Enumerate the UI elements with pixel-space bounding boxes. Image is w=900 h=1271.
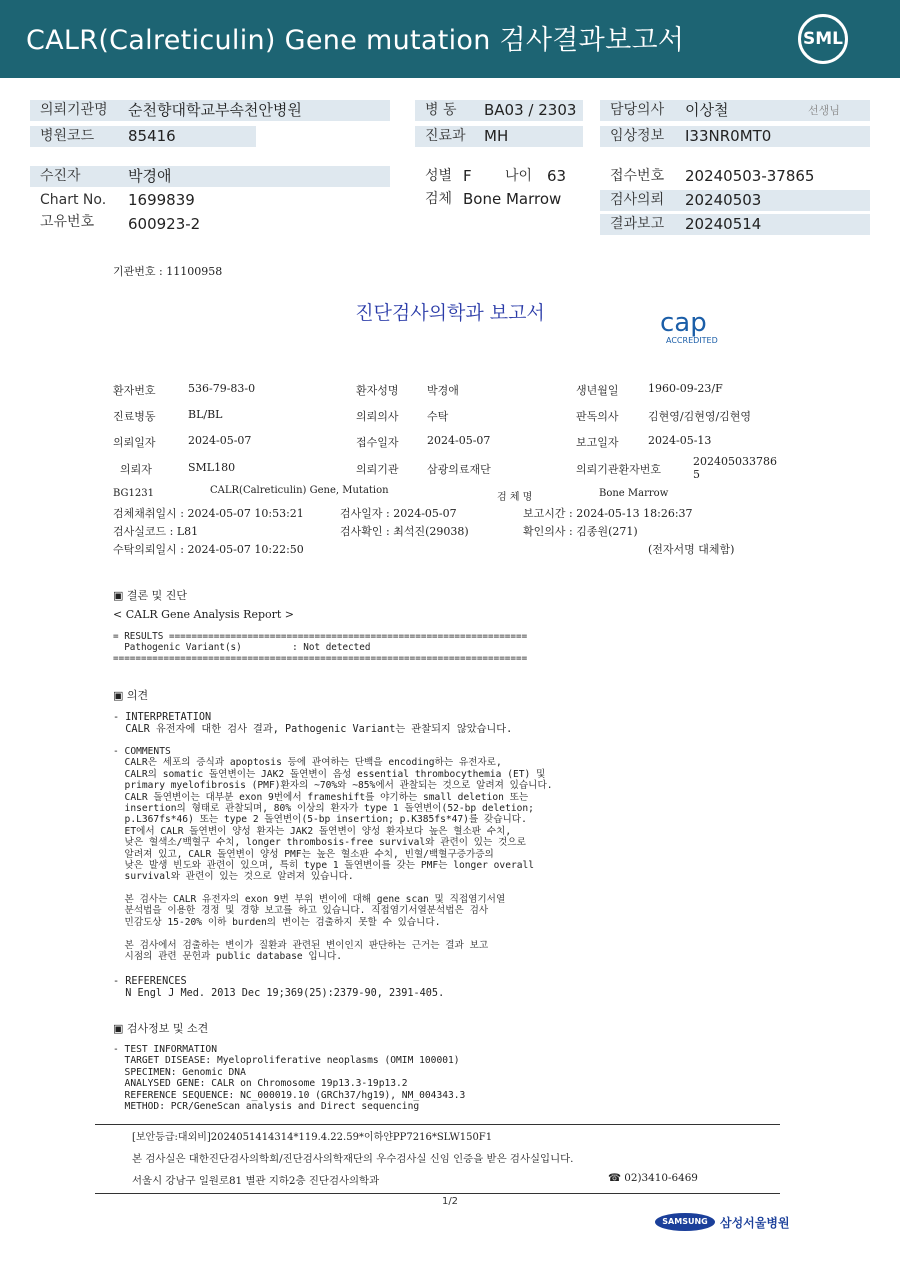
req-doc-key: 의뢰의사 [356,410,399,423]
esign-note: (전자서명 대체함) [648,543,735,556]
ward-key: 진료병동 [113,410,156,423]
interpretation-block: - INTERPRETATION CALR 유전자에 대한 검사 결과, Pathogenic Variant는 관찰되지 않았습니다. [113,712,513,735]
footer-top-line [95,1124,780,1125]
patient-name-val: 박경애 [427,384,459,397]
cap-accredited-text: ACCREDITED [666,336,718,345]
report-header: < CALR Gene Analysis Report > [113,608,295,621]
page-number: 1/2 [441,1196,459,1207]
read-doc-key: 판독의사 [576,410,619,423]
sml-logo: SML [798,14,848,64]
lab-code: 검사실코드 : L81 [113,525,199,538]
read-doc-val: 김현영/김현영/김현영 [648,410,752,423]
patient-no-key: 환자번호 [113,384,156,397]
header-bar [0,0,900,78]
patient-label: 수진자 [40,168,81,184]
req-org-key: 의뢰기관 [356,463,399,476]
exam-date: 검사일자 : 2024-05-07 [340,507,457,520]
cap-accredited-logo [660,310,756,350]
specimen-val: Bone Marrow [599,488,669,499]
req-doc-val: 수탁 [427,410,449,423]
patient-row-bg [30,166,390,187]
dept-label: 진료과 [425,128,466,144]
req-date-val: 2024-05-07 [188,434,252,447]
req-org-pt-key: 의뢰기관환자번호 [576,463,662,476]
test-code: BG1231 [113,488,154,499]
section-opinion: ▣ 의견 [113,689,149,702]
requester-val: SML180 [188,461,236,474]
uid-label: 고유번호 [40,214,95,230]
doc-title: 진단검사의학과 보고서 [355,302,545,324]
institution-label: 의뢰기관명 [40,102,108,118]
results-block: = RESULTS ================================================================ Pathogenic Variant(s) : Not detected ========================================================================== [113,631,528,664]
hospital-code-value: 85416 [128,127,176,145]
ward-val: BL/BL [188,408,223,421]
collect-time: 검체채취일시 : 2024-05-07 10:53:21 [113,507,304,520]
phone-line: ☎ 02)3410-6469 [608,1172,698,1184]
req-date-key: 의뢰일자 [113,436,156,449]
age-label: 나이 [505,168,533,184]
result-value: 20240514 [685,215,762,233]
specimen-value: Bone Marrow [463,190,562,208]
specimen-key: 검 체 명 [497,492,533,503]
report-time: 보고시간 : 2024-05-13 18:26:37 [523,507,693,520]
hospital-code-label: 병원코드 [40,128,95,144]
request-value: 20240503 [685,191,762,209]
address-line: 서울시 강남구 일원로81 별관 지하2층 진단검사의학과 [132,1175,380,1187]
exam-confirm: 검사확인 : 최석진(29038) [340,525,469,538]
basis-paragraph: 본 검사에서 검출하는 변이가 질환과 관련된 변이인지 판단하는 근거는 결과 보고 시점의 관련 문헌과 public database 입니다. [124,940,489,963]
dept-value: MH [484,127,509,145]
test-name: CALR(Calreticulin) Gene, Mutation [210,485,389,496]
patient-name-key: 환자성명 [356,384,399,397]
req-org-pt-val-b: 5 [693,468,700,481]
doctor-label: 담당의사 [610,102,665,118]
requester-key: 의뢰자 [120,463,152,476]
certification-line: 본 검사실은 대한진단검사의학회/진단검사의학재단의 우수검사실 신임 인증을 받은 검사실입니다. [132,1153,574,1165]
receipt-value: 20240503-37865 [685,167,815,185]
chart-no-value: 1699839 [128,191,195,209]
req-org-val: 삼광의료재단 [427,463,491,476]
dob-val: 1960-09-23/F [648,382,723,395]
section-conclusion: ▣ 결론 및 진단 [113,589,188,602]
patient-no-val: 536-79-83-0 [188,382,256,395]
institution-value: 순천향대학교부속천안병원 [128,101,302,119]
scope-paragraph: 본 검사는 CALR 유전자의 exon 9번 부위 변이에 대해 gene scan 및 직접염기서열 분석법을 이용한 경정 및 경향 보고를 하고 있습니다. 직접염기서열분석법은 검사 민감도상 15-20% 이하 burden의 변이는 검출하지 못할 수 있습니다. [124,894,506,928]
patient-value: 박경애 [128,167,172,185]
uid-value: 600923-2 [128,215,201,233]
req-org-pt-val-a: 202405033786 [693,455,777,468]
doctor-value: 이상철 [685,101,729,119]
report-title: CALR(Calreticulin) Gene mutation 검사결과보고서 [26,25,685,56]
comments-block: - COMMENTS CALR은 세포의 증식과 apoptosis 등에 관여하는 단백을 encoding하는 유전자로, CALR의 somatic 돌연변이는 JAK2 돌연변이 음성 essential thrombocythemia (ET) 및 primary myelofibrosis (PMF)환자의 ~70%와 ~85%에서 관찰되는 것으로 알려져 있습니다. CALR 돌연변이는 대부분 exon 9번에서 frameshift를 야기하는 small deletion 또는 insertion의 형태로 관찰되며, 80% 이상의 환자가 type 1 돌연변이(52-bp deletion; p.L367fs*46) 또는 type 2 돌연변이(5-bp insertion; p.K385fs*47)를 갖습니다. ET에서 CALR 돌연변이 양성 환자는 JAK2 돌연변이 양성 환자보다 높은 혈소판 수치, 낮은 혈색소/백혈구 수치, longer thrombosis-free survival와 관련이 있는 것으로 알려져 있고, CALR 돌연변이 양성 PMF는 높은 혈소판 수치, 빈혈/백혈구증가증의 낮은 발생 빈도와 관련이 있으며, 특히 type 1 돌연변이를 갖는 PMF는 longer overall survival와 관련이 있는 것으로 알려져 있습니다. [113,746,553,883]
references-block: - REFERENCES N Engl J Med. 2013 Dec 19;369(25):2379-90, 2391-405. [113,976,445,999]
result-label: 결과보고 [610,216,665,232]
dob-key: 생년월일 [576,384,619,397]
ward-label: 병 동 [425,102,457,118]
receipt-label: 접수번호 [610,168,665,184]
samsung-logo: SAMSUNG [655,1213,715,1231]
test-info-block: - TEST INFORMATION TARGET DISEASE: Myeloproliferative neoplasms (OMIM 100001) SPECIMEN: Genomic DNA ANALYSED GENE: CALR on Chromosome 19p13.3-19p13.2 REFERENCE SEQUENCE: NC_000019.10 (GRCh37/hg19), NM_004343.3 METHOD: PCR/GeneScan analysis and Direct sequencing [113,1044,466,1113]
age-value: 63 [547,167,567,185]
clinical-label: 임상정보 [610,128,665,144]
footer-bottom-line [95,1193,780,1194]
consign-time: 수탁의뢰일시 : 2024-05-07 10:22:50 [113,543,304,556]
ward-value: BA03 / 2303 [484,101,577,119]
section-test-info: ▣ 검사정보 및 소견 [113,1022,209,1035]
report-date-val: 2024-05-13 [648,434,712,447]
clinical-value: I33NR0MT0 [685,127,772,145]
recv-date-val: 2024-05-07 [427,434,491,447]
doctor-suffix: 선생님 [808,104,840,117]
hospital-name: 삼성서울병원 [720,1216,790,1230]
security-line: [보안등급:대외비]2024051414314*119.4.22.59*이하얀PP7216*SLW150F1 [132,1132,493,1143]
specimen-label: 검체 [425,191,453,207]
sex-value: F [463,167,472,185]
request-label: 검사의뢰 [610,192,665,208]
sex-label: 성별 [425,168,453,184]
chart-no-label: Chart No. [40,192,107,208]
report-date-key: 보고일자 [576,436,619,449]
confirm-doctor: 확인의사 : 김종원(271) [523,525,638,538]
cap-logo-text: cap [660,308,707,338]
recv-date-key: 접수일자 [356,436,399,449]
org-number: 기관번호 : 11100958 [113,265,223,278]
